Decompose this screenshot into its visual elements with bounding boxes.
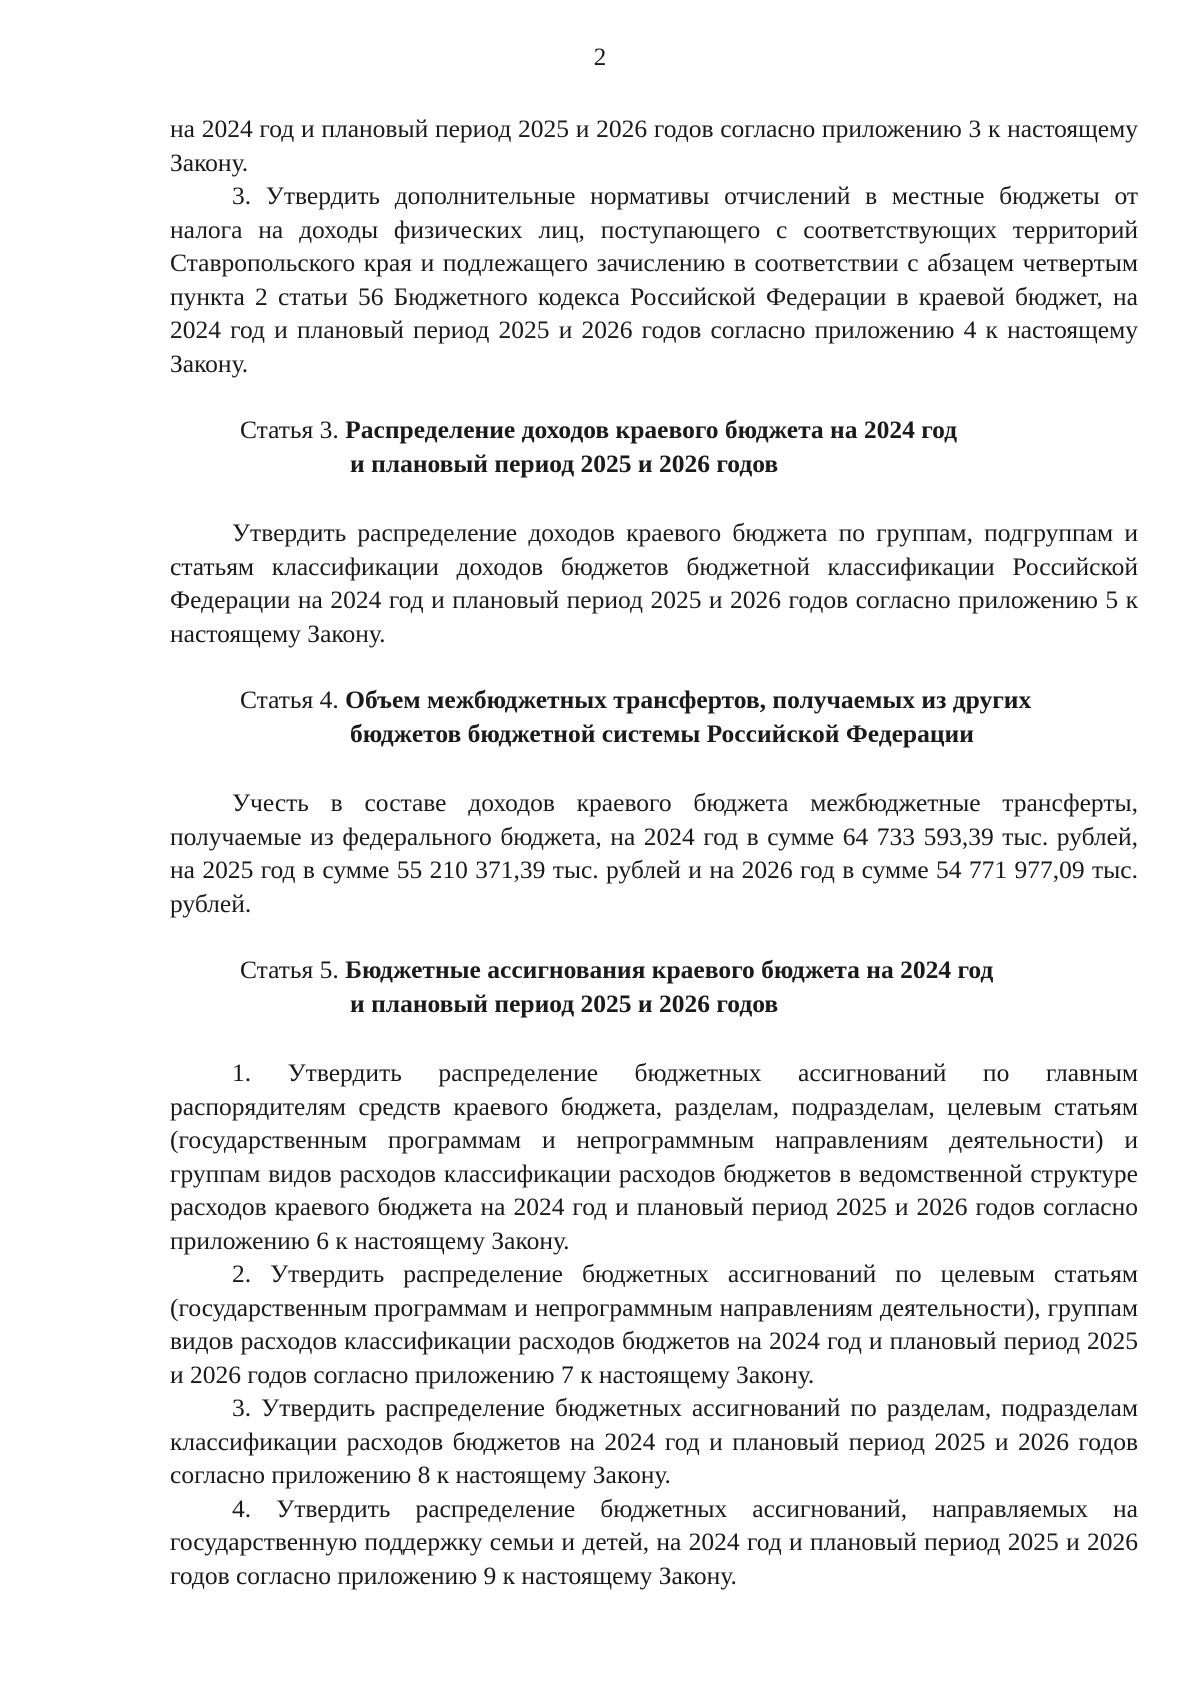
article4-label: Статья 4.: [240, 685, 339, 714]
article5-label: Статья 5.: [240, 955, 339, 984]
article3-title-line1: Распределение доходов краевого бюджета на 2024 год: [345, 415, 958, 444]
article3-label: Статья 3.: [240, 415, 339, 444]
document-body: [170, 112, 1138, 1592]
article4-text: Учесть в составе доходов краевого бюджета межбюджетные трансферты, получаемые из федерального бюджета, на 2024 год в сумме 64 733 593,39 тыс. рублей, на 2025 год в сумме 55 210 371,39 тыс. рублей и на 2026 год в сумме 54 771 977,09 тыс. рублей.: [170, 788, 1138, 918]
article4-title-line2: бюджетов бюджетной системы Российской Федерации: [350, 718, 974, 748]
page-number: 2: [593, 44, 607, 71]
article5-heading: [170, 953, 1138, 1020]
article4-heading: [170, 683, 1138, 750]
article4-title-line1: Объем межбюджетных трансфертов, получаемых из других: [345, 685, 1032, 714]
continuation-paragraph: на 2024 год и плановый период 2025 и 2026 годов согласно приложению 3 к настоящему Закону.: [170, 114, 1138, 177]
article5-item-3: 3. Утвердить распределение бюджетных ассигнований по разделам, подразделам классификации расходов бюджетов на 2024 год и плановый период 2025 и 2026 годов согласно приложению 8 к настоящему Закону.: [170, 1393, 1138, 1489]
article5-title-line1: Бюджетные ассигнования краевого бюджета на 2024 год: [345, 955, 994, 984]
article5-item-2: 2. Утвердить распределение бюджетных ассигнований по целевым статьям (государственным программам и непрограммным направлениям деятельности), группам видов расходов классификации расходов бюджетов на 2024 год и плановый период 2025 и 2026 годов согласно приложению 7 к настоящему Закону.: [170, 1259, 1138, 1389]
article2-item3-paragraph: 3. Утвердить дополнительные нормативы отчислений в местные бюджеты от налога на доходы физических лиц, поступающего с соответствующих территорий Ставропольского края и подлежащего зачислению в соответствии с абзацем четвертым пункта 2 статьи 56 Бюджетного кодекса Российской Федерации в краевой бюджет, на 2024 год и плановый период 2025 и 2026 годов согласно приложению 4 к настоящему Закону.: [170, 181, 1138, 378]
article3-text: Утвердить распределение доходов краевого бюджета по группам, подгруппам и статьям классификации доходов бюджетов бюджетной классификации Российской Федерации на 2024 год и плановый период 2025 и 2026 годов согласно приложению 5 к настоящему Закону.: [170, 518, 1138, 648]
article5-item-4: 4. Утвердить распределение бюджетных ассигнований, направляемых на государственную поддержку семьи и детей, на 2024 год и плановый период 2025 и 2026 годов согласно приложению 9 к настоящему Закону.: [170, 1493, 1138, 1590]
article3-title-line2: и плановый период 2025 и 2026 годов: [350, 448, 779, 478]
article3-heading: [170, 413, 1138, 480]
article5-item-1: 1. Утвердить распределение бюджетных ассигнований по главным распорядителям средств краевого бюджета, разделам, подразделам, целевым статьям (государственным программам и непрограммным направлениям деятельности) и группам видов расходов классификации расходов бюджетов в ведомственной структуре расходов краевого бюджета на 2024 год и плановый период 2025 и 2026 годов согласно приложению 6 к настоящему Закону.: [170, 1058, 1138, 1255]
article5-title-line2: и плановый период 2025 и 2026 годов: [350, 988, 779, 1018]
